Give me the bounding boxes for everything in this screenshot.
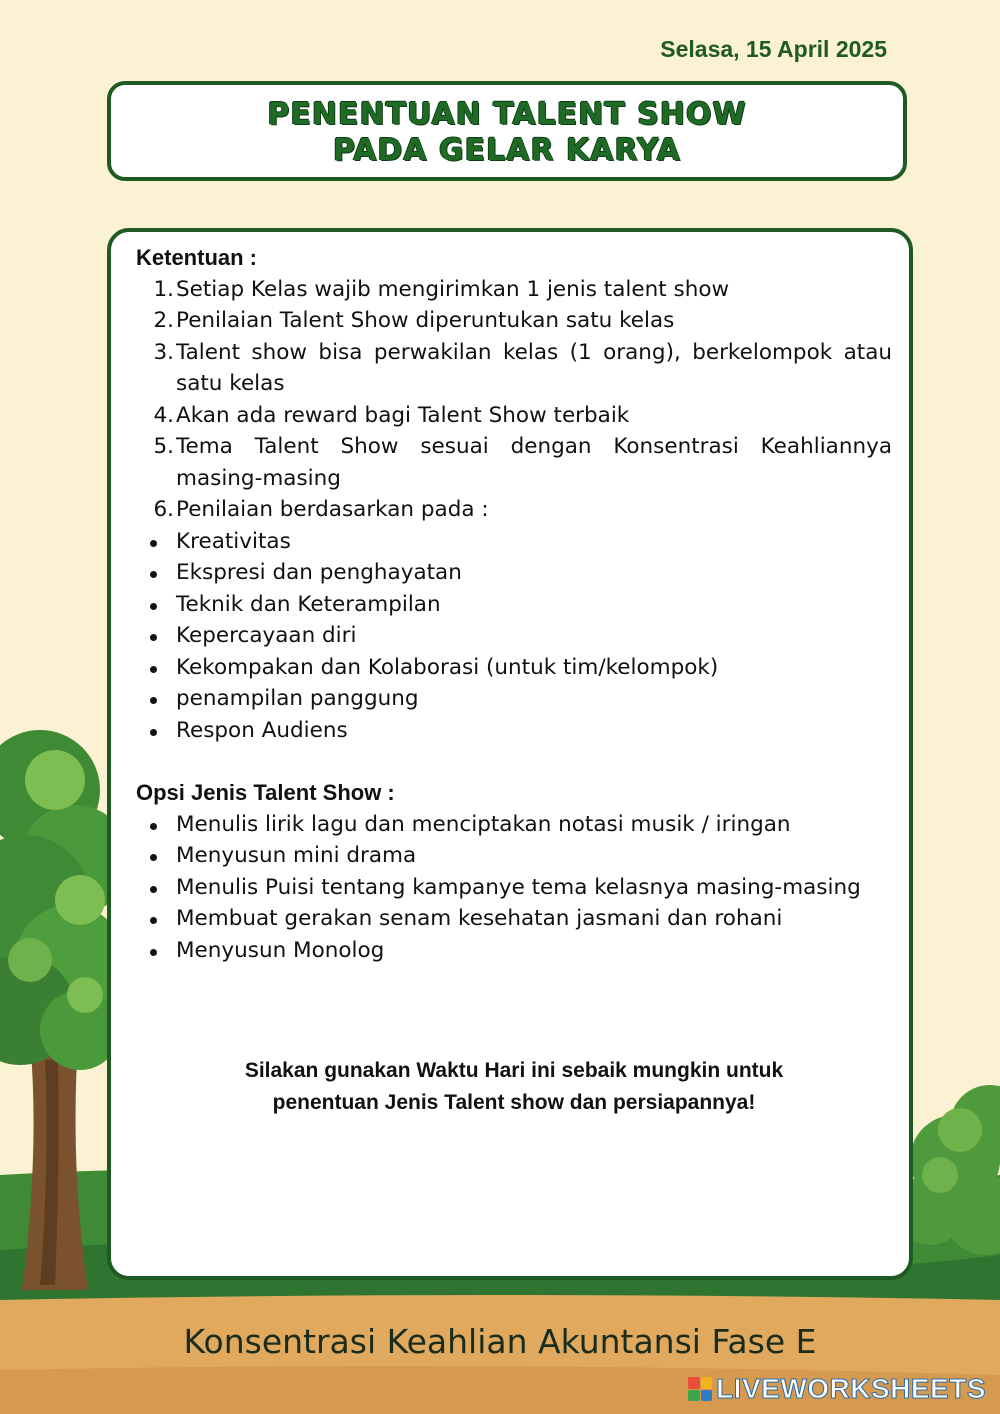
option-item	[136, 903, 892, 935]
option-item	[136, 872, 892, 904]
bullet-icon	[150, 571, 157, 578]
criteria-item	[136, 526, 892, 558]
criteria-item	[136, 683, 892, 715]
option-text: Menulis lirik lagu dan menciptakan notasi musik / iringan	[176, 811, 791, 837]
criteria-text: penampilan panggung	[176, 686, 419, 711]
bullet-icon	[150, 729, 157, 736]
rule-text: Setiap Kelas wajib mengirimkan 1 jenis talent show	[176, 276, 730, 302]
rule-number: 4.	[153, 402, 174, 428]
criteria-text: Respon Audiens	[176, 717, 348, 743]
ketentuan-heading: Ketentuan :	[136, 245, 257, 270]
bullet-icon	[150, 540, 157, 547]
option-item	[136, 840, 892, 872]
criteria-item	[136, 652, 892, 684]
liveworksheets-text: LIVEWORKSHEETS	[716, 1373, 986, 1404]
option-text: Menyusun Monolog	[176, 937, 385, 963]
bullet-icon	[150, 917, 157, 924]
content-body	[136, 242, 892, 966]
closing-message	[136, 1055, 892, 1119]
rule-item	[136, 305, 892, 337]
options-list	[136, 809, 892, 967]
criteria-item	[136, 589, 892, 621]
criteria-list	[136, 526, 892, 747]
criteria-item	[136, 715, 892, 747]
criteria-text: Teknik dan Keterampilan	[176, 591, 441, 617]
rule-number: 2.	[153, 308, 174, 333]
option-text: Membuat gerakan senam kesehatan jasmani dan rohani	[176, 906, 783, 931]
bullet-icon	[150, 886, 157, 893]
rule-text: Talent show bisa perwakilan kelas (1 orang), berkelompok atau satu kelas	[176, 339, 892, 396]
option-item	[136, 935, 892, 967]
rule-text: Penilaian berdasarkan pada :	[176, 497, 489, 522]
criteria-item	[136, 557, 892, 589]
criteria-text: Kekompakan dan Kolaborasi (untuk tim/kelompok)	[176, 654, 719, 680]
rule-text: Penilaian Talent Show diperuntukan satu kelas	[176, 308, 675, 333]
criteria-item	[136, 620, 892, 652]
footer-title: Konsentrasi Keahlian Akuntansi Fase E	[183, 1322, 817, 1361]
bullet-icon	[150, 823, 157, 830]
bullet-icon	[150, 666, 157, 673]
bullet-icon	[150, 603, 157, 610]
closing-line-2: penentuan Jenis Talent show dan persiapannya!	[272, 1091, 756, 1114]
title-line-1: PENENTUAN TALENT SHOW	[267, 97, 747, 132]
rule-number: 1.	[153, 276, 174, 302]
option-text: Menyusun mini drama	[176, 843, 417, 868]
date-label: Selasa, 15 April 2025	[660, 36, 887, 62]
title-line-2: PADA GELAR KARYA	[332, 133, 681, 168]
rule-number: 6.	[153, 497, 174, 522]
option-item	[136, 809, 892, 841]
rule-item	[136, 494, 892, 526]
rule-item	[136, 400, 892, 432]
bullet-icon	[150, 949, 157, 956]
rule-item	[136, 431, 892, 494]
rule-text: Tema Talent Show sesuai dengan Konsentrasi Keahliannya masing-masing	[176, 434, 892, 491]
criteria-text: Kreativitas	[176, 528, 291, 554]
rule-text: Akan ada reward bagi Talent Show terbaik	[176, 402, 630, 428]
rule-item	[136, 274, 892, 306]
closing-line-1: Silakan gunakan Waktu Hari ini sebaik mungkin untuk	[244, 1059, 784, 1082]
bullet-icon	[150, 634, 157, 641]
rule-number: 3.	[153, 339, 174, 365]
rule-number: 5.	[153, 434, 174, 459]
rule-item	[136, 337, 892, 400]
opsi-heading: Opsi Jenis Talent Show :	[136, 780, 395, 805]
bullet-icon	[150, 854, 157, 861]
option-text: Menulis Puisi tentang kampanye tema kelasnya masing-masing	[176, 874, 861, 900]
liveworksheets-logo[interactable]	[688, 1373, 986, 1405]
criteria-text: Ekspresi dan penghayatan	[176, 560, 462, 585]
liveworksheets-icon	[688, 1377, 712, 1401]
criteria-text: Kepercayaan diri	[176, 623, 357, 648]
bullet-icon	[150, 697, 157, 704]
title-box	[107, 81, 907, 181]
rules-list	[136, 274, 892, 526]
